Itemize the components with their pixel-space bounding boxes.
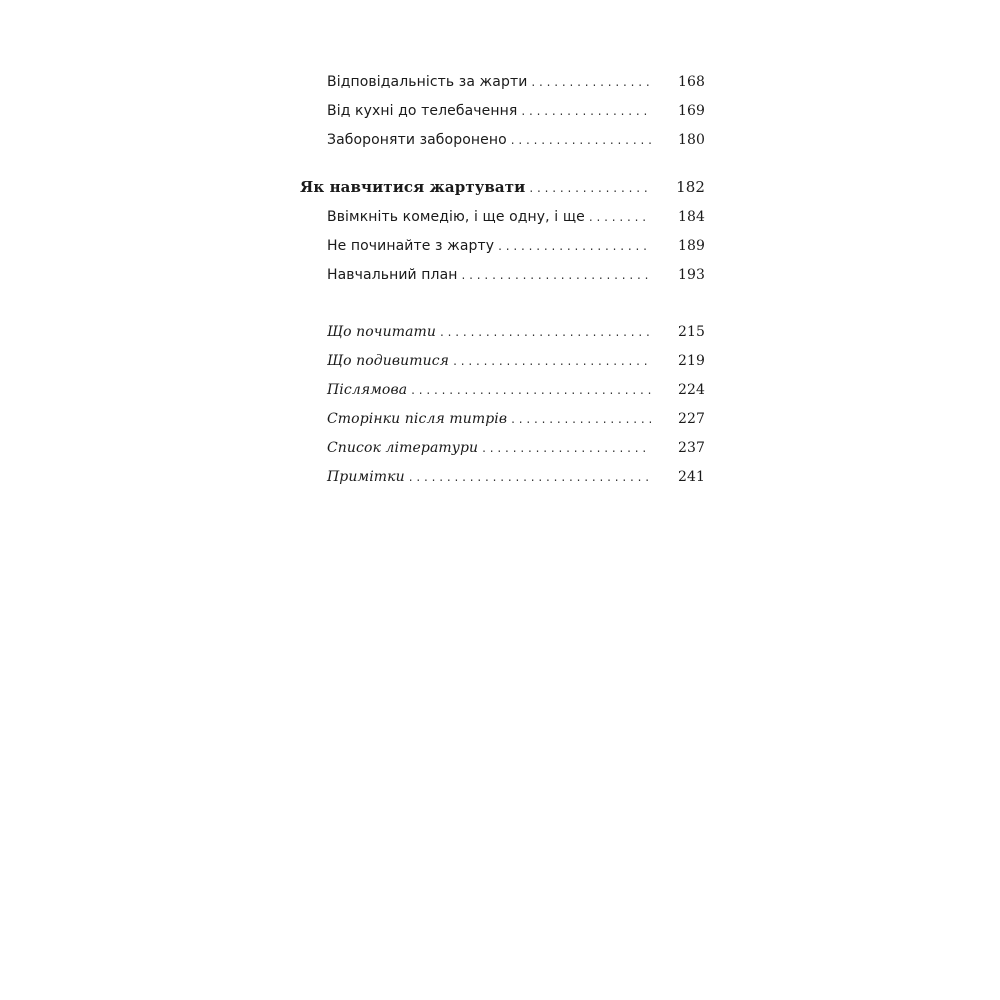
dot-leader — [511, 405, 651, 434]
toc-entry-title: Сторінки після титрів — [327, 411, 508, 427]
toc-entry[interactable] — [300, 463, 705, 492]
toc-entry[interactable] — [300, 434, 705, 463]
toc-entry-page: 219 — [677, 353, 705, 369]
dot-leader — [498, 232, 651, 261]
dot-leader — [440, 318, 651, 347]
toc-entry-title: Примітки — [327, 469, 405, 485]
table-of-contents — [300, 68, 705, 492]
toc-entry-page: 189 — [677, 238, 705, 254]
dot-leader — [529, 172, 651, 204]
toc-entry-title: Відповідальність за жарти — [327, 74, 528, 90]
dot-leader — [462, 261, 651, 290]
toc-entry-page: 168 — [677, 74, 705, 90]
toc-entry[interactable] — [300, 126, 705, 155]
toc-entry-title: Забороняти заборонено — [327, 132, 507, 148]
toc-entry[interactable] — [300, 97, 705, 126]
dot-leader — [453, 347, 651, 376]
toc-entry[interactable] — [300, 376, 705, 405]
toc-entry-title: Навчальний план — [327, 267, 458, 283]
section-spacer — [300, 290, 705, 318]
toc-entry[interactable] — [300, 203, 705, 232]
toc-entry-page: 224 — [677, 382, 705, 398]
toc-entry[interactable] — [300, 232, 705, 261]
toc-entry[interactable] — [300, 405, 705, 434]
dot-leader — [521, 97, 651, 126]
toc-entry-title: Ввімкніть комедію, і ще одну, і ще — [327, 209, 585, 225]
toc-entry-title: Післямова — [327, 382, 408, 398]
toc-section-page: 182 — [676, 178, 705, 196]
toc-entry-title: Що почитати — [327, 324, 437, 340]
toc-entry-page: 241 — [677, 469, 705, 485]
toc-entry-page: 169 — [677, 103, 705, 119]
toc-entry-page: 215 — [677, 324, 705, 340]
toc-entry-page: 180 — [677, 132, 705, 148]
toc-entry-page: 184 — [677, 209, 705, 225]
toc-entry[interactable] — [300, 68, 705, 97]
toc-entry[interactable] — [300, 318, 705, 347]
dot-leader — [409, 463, 651, 492]
dot-leader — [482, 434, 651, 463]
toc-section-heading[interactable] — [300, 171, 705, 203]
toc-entry-page: 227 — [677, 411, 705, 427]
dot-leader — [411, 376, 651, 405]
toc-entry[interactable] — [300, 347, 705, 376]
toc-section-title: Як навчитися жартувати — [300, 178, 526, 196]
toc-entry-title: Не починайте з жарту — [327, 238, 495, 254]
toc-entry-title: Що подивитися — [327, 353, 450, 369]
toc-entry-page: 193 — [677, 267, 705, 283]
toc-entry-title: Список літератури — [327, 440, 479, 456]
dot-leader — [531, 68, 651, 97]
toc-entry-title: Від кухні до телебачення — [327, 103, 518, 119]
toc-entry-page: 237 — [677, 440, 705, 456]
dot-leader — [589, 203, 651, 232]
toc-entry[interactable] — [300, 261, 705, 290]
dot-leader — [511, 126, 651, 155]
